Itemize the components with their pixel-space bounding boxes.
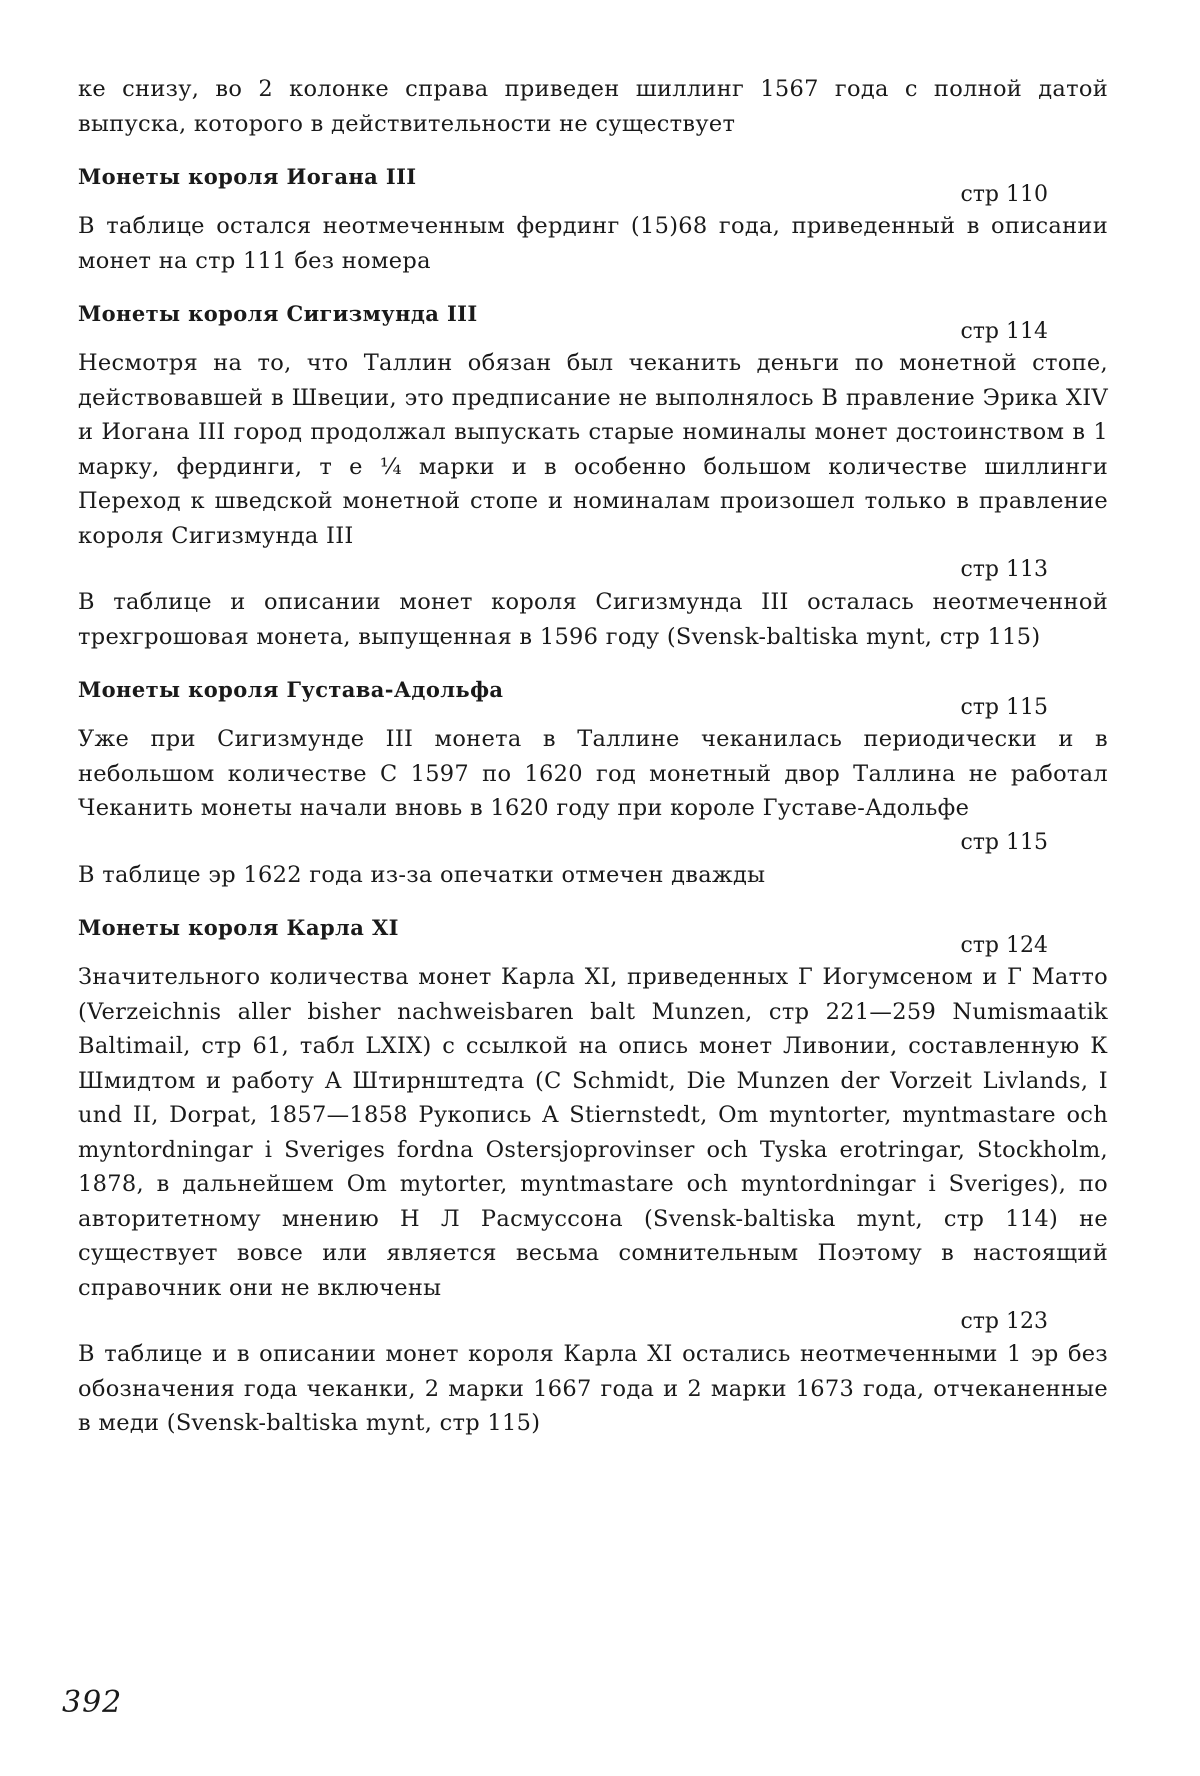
section-paragraph: В таблице остался неотмеченным фердинг (15)68 года, приведенный в описании монет на стр 111 без номера: [78, 213, 1108, 274]
section-paragraph: Уже при Сигизмунде III монета в Таллине чеканилась периодически и в небольшом количестве С 1597 по 1620 год монетный двор Таллина не работал Чеканить монеты начали вновь в 1620 году при короле Густаве-Адольфе: [78, 726, 1108, 821]
page-reference: стр 110: [960, 182, 1048, 207]
page-number: 392: [62, 1685, 123, 1720]
section-header-sigismund-iii: [78, 300, 1108, 346]
intro-paragraph: ке снизу, во 2 колонке справа приведен шиллинг 1567 года с полной датой выпуска, которого в действительности не существует: [78, 76, 1108, 137]
section-title: Монеты короля Карла XI: [78, 915, 399, 940]
section-header-gustav-adolf: [78, 676, 1108, 722]
page-reference: стр 115: [960, 695, 1048, 720]
section-title: Монеты короля Сигизмунда III: [78, 301, 478, 326]
section-header-johan-iii: [78, 163, 1108, 209]
section-paragraph: В таблице и описании монет короля Сигизмунда III осталась неотмеченной трехгрошовая монета, выпущенная в 1596 году (Svensk-baltiska mynt, стр 115): [78, 589, 1108, 650]
page-reference: стр 124: [960, 933, 1048, 958]
section-paragraph: Несмотря на то, что Таллин обязан был чеканить деньги по монетной стопе, действовавшей в Швеции, это предписание не выполнялось В правление Эрика XIV и Иогана III город продолжал выпускать старые номиналы монет достоинством в 1 марку, фердинги, т е ¼ марки и в особенно большом количестве шиллинги Переход к шведской монетной стопе и номиналам произошел только в правление короля Сигизмунда III: [78, 350, 1108, 549]
page-reference: стр 113: [960, 557, 1048, 582]
page-content: [78, 72, 1108, 1441]
page-reference: стр 115: [960, 829, 1048, 855]
section-title: Монеты короля Иогана III: [78, 164, 417, 189]
section-paragraph: В таблице и в описании монет короля Карла XI остались неотмеченными 1 эр без обозначения года чеканки, 2 марки 1667 года и 2 марки 1673 года, отчеканенные в меди (Svensk-baltiska mynt, стр 115): [78, 1341, 1108, 1436]
page-reference: стр 123: [960, 1309, 1048, 1334]
section-header-karl-xi: [78, 914, 1108, 960]
section-paragraph: Значительного количества монет Карла XI, приведенных Г Иогумсеном и Г Матто (Verzeichnis aller bisher nachweisbaren balt Munzen, стр 221—259 Numismaatik Baltimail, стр 61, табл LXIX) с ссылкой на опись монет Ливонии, составленную К Шмидтом и работу А Штирнштедта (C Schmidt, Die Munzen der Vorzeit Livlands, I und II, Dorpat, 1857—1858 Рукопись A Stiernstedt, Om myntorter, myntmastare och myntordningar i Sveriges fordna Ostersjoprovinser och Tyska erotringar, Stockholm, 1878, в дальнейшем Om mytorter, myntmastare och myntordningar i Sveriges), по авторитетному мнению Н Л Расмуссона (Svensk-baltiska mynt, стр 114) не существует вовсе или является весьма сомнительным Поэтому в настоящий справочник они не включены: [78, 964, 1108, 1301]
section-paragraph: В таблице эр 1622 года из-за опечатки отмечен дважды: [78, 861, 766, 888]
page-reference: стр 114: [960, 319, 1048, 344]
section-title: Монеты короля Густава-Адольфа: [78, 677, 504, 702]
